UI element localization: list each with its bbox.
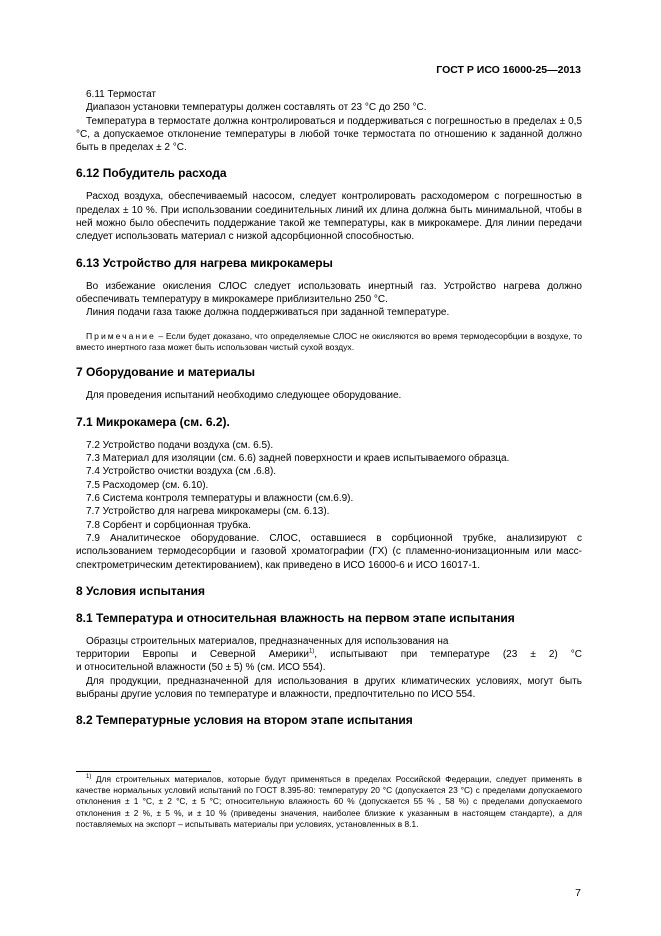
list-item-7-6: 7.6 Система контроля температуры и влажности (см.6.9). xyxy=(86,493,354,505)
section-6-11-para-1: Диапазон установки температуры должен составлять от 23 °С до 250 °С. xyxy=(86,102,427,114)
section-7-heading: 7 Оборудование и материалы xyxy=(76,364,256,379)
list-item-7-3: 7.3 Материал для изоляции (см. 6.6) задней поверхности и краев испытываемого образца. xyxy=(86,453,510,465)
footnote-divider xyxy=(76,771,211,772)
section-6-13-heading: 6.13 Устройство для нагрева микрокамеры xyxy=(76,255,333,270)
section-6-11-para-2: Температура в термостате должна контролироваться и поддерживаться с погрешностью в пределах ± 0,5 °С, а допускаемое отклонение температуры в любой точке термостата по отношению к заданной должно быть в пределах ± 2 °С. xyxy=(76,115,582,154)
list-item-7-9: 7.9 Аналитическое оборудование. СЛОС, оставшиеся в сорбционной трубке, анализируют с использованием термодесорбции и газовой хроматографии (ГХ) (с пламенно-ионизационным или масс-спектрометрическим детектированием), как приведено в ИСО 16000-6 и ИСО 16017-1. xyxy=(76,532,582,571)
note-label: Примечание xyxy=(86,330,156,341)
section-7-1-heading: 7.1 Микрокамера (см. 6.2). xyxy=(76,414,230,429)
section-6-13-para-1: Во избежание окисления СЛОС следует использовать инертный газ. Устройство нагрева должно обеспечивать температуру в микрокамере приблизительно 250 °С. xyxy=(76,280,582,305)
list-item-7-2: 7.2 Устройство подачи воздуха (см. 6.5). xyxy=(86,439,274,451)
section-8-2-heading: 8.2 Температурные условия на втором этапе испытания xyxy=(76,713,413,728)
list-item-7-8: 7.8 Сорбент и сорбционная трубка. xyxy=(86,519,251,531)
section-8-1-para-1-line-3: и относительной влажности (50 ± 5) % (см. ИСО 554). xyxy=(76,662,326,674)
document-code-header: ГОСТ Р ИСО 16000-25—2013 xyxy=(436,64,581,76)
page-content xyxy=(76,88,582,737)
footnote-ref: 1) xyxy=(308,648,315,655)
note-text: – Если будет доказано, что определяемые СЛОС не окисляются во время термодесорбции в воздухе, то вместо инертного газа может быть использован чистый сухой воздух. xyxy=(76,330,582,352)
section-8-1-para-1-line-2: территории Европы и Северной Америки$^{1)}$, испытывают при температуре (23 ± 2) °С xyxy=(76,648,582,661)
footnote-text: Для строительных материалов, которые будут применяться в пределах Российской Федерации, следует применять в качестве нормальных условий испытаний по ГОСТ 8.395-80: температуру 20 °С (допускается 23 °С) с пределами допускаемого отклонения ± 1 °С, ± 2 °С, ± 5 °С; относительную влажность 60 % (допускается 55 % , 58 %) с пределами допускаемого отклонения ± 2 %, ± 5 %, и ± 10 % (приведены значения, наиболее близкие к указанным в настоящем стандарте), а для поставляемых на экспорт – испытывать материалы при условиях, установленных в 8.1. xyxy=(76,774,582,829)
list-item-7-7: 7.7 Устройство для нагрева микрокамеры (см. 6.13). xyxy=(86,506,330,518)
section-8-1-heading: 8.1 Температура и относительная влажность на первом этапе испытания xyxy=(76,610,515,625)
page-number: 7 xyxy=(575,887,581,899)
section-8-heading: 8 Условия испытания xyxy=(76,583,205,598)
list-item-7-4: 7.4 Устройство очистки воздуха (см .6.8). xyxy=(86,466,277,478)
footnote-mark: 1) xyxy=(86,774,92,781)
section-6-12-heading: 6.12 Побудитель расхода xyxy=(76,166,227,181)
section-8-1-para-1-line-1: Образцы строительных материалов, предназначенных для использования на xyxy=(86,635,449,647)
section-6-12-para-1: Расход воздуха, обеспечиваемый насосом, следует контролировать расходомером с погрешностью в пределах ± 10 %. При использовании соединительных линий их длина должна быть минимальной, чтобы в ней можно было обеспечить поддержание такой же температуры, как в микрокамере. Для линии передачи следует использовать материал с низкой адсорбционной способностью. xyxy=(76,191,582,243)
section-6-11-title: 6.11 Термостат xyxy=(86,89,156,100)
section-7-para-1: Для проведения испытаний необходимо следующее оборудование. xyxy=(86,389,402,401)
section-6-13-note xyxy=(76,331,582,353)
section-8-1-para-2: Для продукции, предназначенной для использования в других климатических условиях, могут быть выбраны другие условия по температуре и влажности, предпочтительно по ИСО 554. xyxy=(76,675,582,701)
section-6-13-para-2: Линия подачи газа также должна поддерживаться при заданной температуре. xyxy=(86,307,450,319)
list-item-7-5: 7.5 Расходомер (см. 6.10). xyxy=(86,479,209,491)
footnote xyxy=(76,774,582,830)
